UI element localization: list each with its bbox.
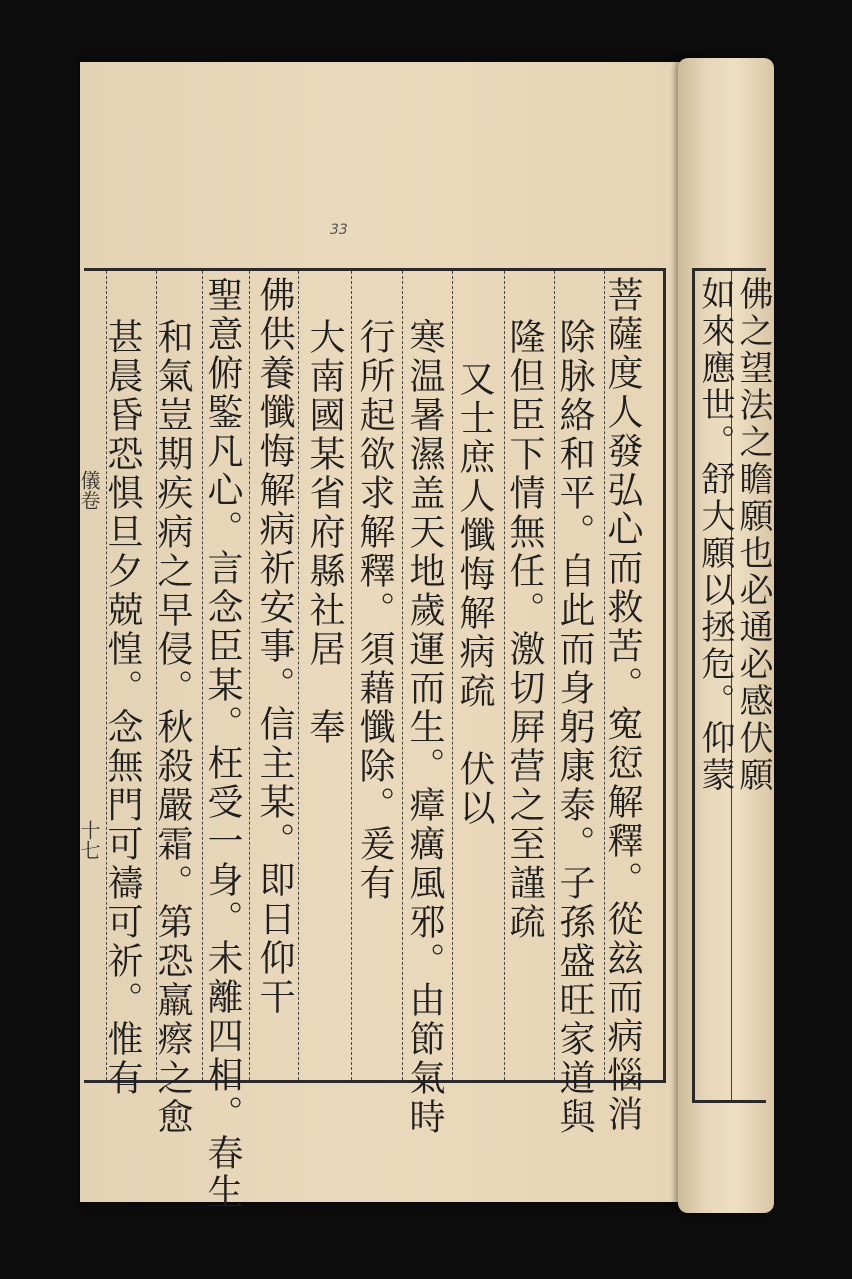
column-rule [298,271,299,1080]
roll-text-column-1: 佛之望法之瞻願也必通必感伏願 [733,276,773,794]
text-column-2: 除脉絡和平。自此而身躬康泰。子孫盛旺家道與 [554,318,595,1137]
text-column-3: 隆但臣下情無任。激切屛营之至謹疏 [504,318,545,942]
text-column-9: 聖意俯鍳凡心。言念臣某。枉受一身。未離四相。春生 [202,276,243,1212]
text-column-7: 大南國某省府縣社居 奉 [304,318,345,747]
text-column-11: 甚晨昏恐惧旦夕兢惶。念無門可禱可祈。惟有 [102,318,143,1098]
roll-text-column-2: 如來應世。舒大願以拯危。仰蒙 [695,276,735,794]
text-column-1: 菩薩度人發弘心而救苦。寃愆解釋。從玆而病惱消 [602,276,643,1134]
text-column-5: 寒温暑濕盖天地歲運而生。瘴癘風邪。由節氣時 [404,318,445,1137]
text-column-8: 佛供養懺悔解病祈安事。信主某。即日仰干 [254,276,295,1017]
folio-number: 33 [330,222,348,238]
margin-title: 儀卷 [77,470,101,510]
text-column-4: 又士庶人懺悔解病疏 伏以 [454,360,495,828]
margin-page-mark: 十七 [77,820,101,860]
text-column-6: 行所起欲求解釋。須藉懺除。爰有 [354,318,395,903]
column-rule [249,271,250,1080]
text-column-10: 和氣豈期疾病之早侵。秋殺嚴霜。第恐羸瘵之愈 [152,318,193,1137]
